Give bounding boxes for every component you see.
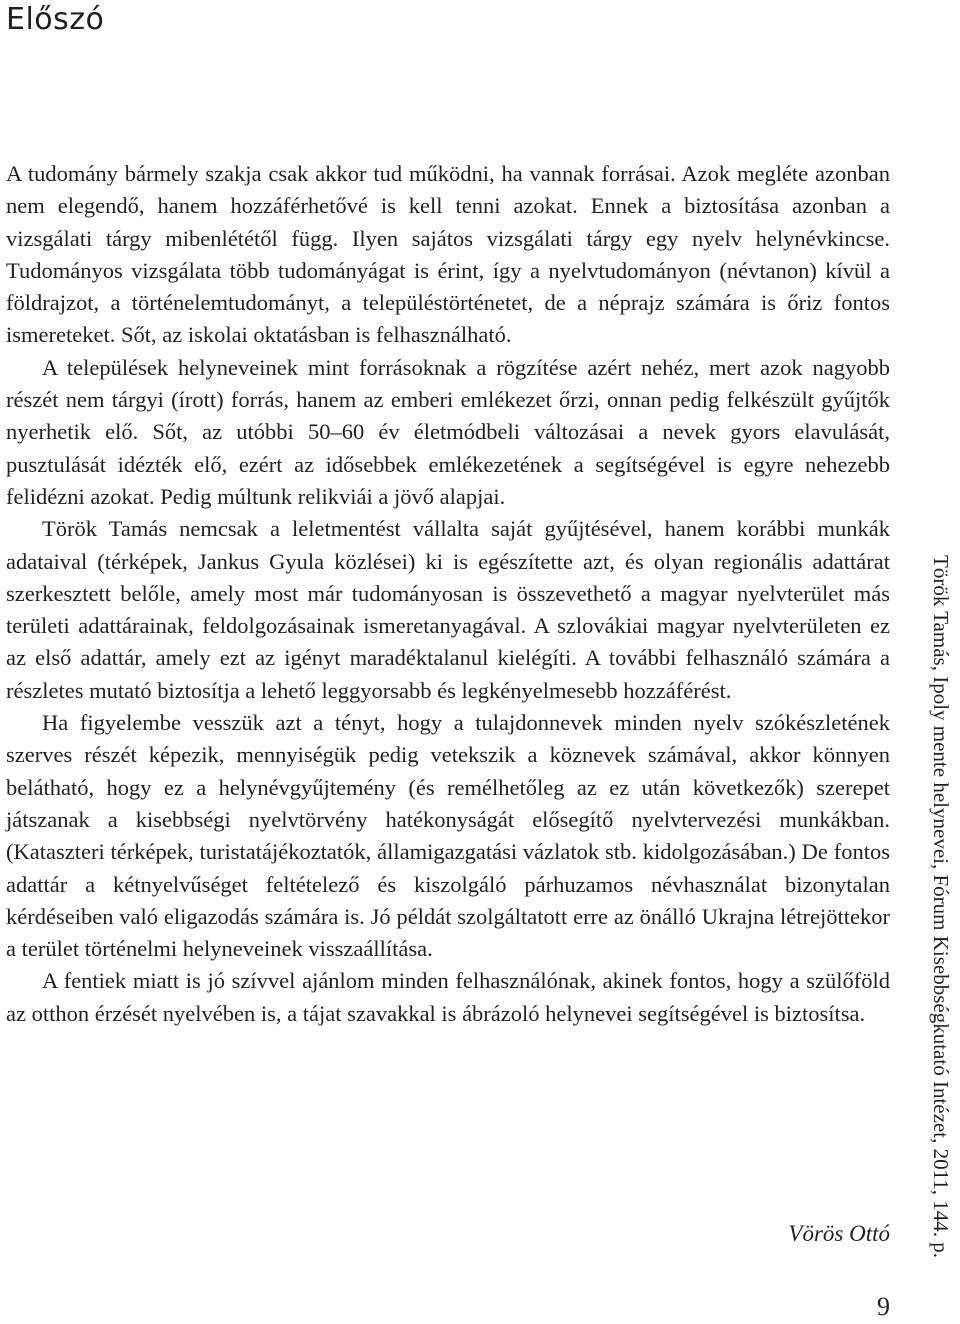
paragraph-3: Török Tamás nemcsak a leletmentést vállalta saját gyűjtésével, hanem korábbi munkák adataival (térképek, Jankus Gyula közlései) ki is egészítette azt, és olyan regionális adattárat szerkesztett belőle, amely most már tudományosan is összevethető a magyar nyelvterület más területi adattárainak, feldolgozásainak ismeretanyagával. A szlovákiai magyar nyelvterületen ez az első adattár, amely ezt az igényt maradéktalanul kielégíti. A további felhasználó számára a részletes mutató biztosítja a lehető leggyorsabb és legkényelmesebb hozzáférést. xyxy=(6,516,890,703)
author-signature: Vörös Ottó xyxy=(788,1221,890,1246)
side-citation: Török Tamás, Ipoly mente helynevei, Fórum Kisebbségkutató Intézet, 2011, 144. p. xyxy=(929,555,953,1259)
page-number: 9 xyxy=(877,1292,890,1321)
paragraph-1: A tudomány bármely szakja csak akkor tud működni, ha vannak forrásai. Azok megléte azonban nem elegendő, hanem hozzáférhetővé is kell tenni azokat. Ennek a biztosítása azonban a vizsgálati tárgy mibenlététől függ. Ilyen sajátos vizsgálati tárgy egy nyelv helynévkincse. Tudományos vizsgálata több tudományágat is érint, így a nyelvtudományon (névtanon) kívül a földrajzot, a történelemtudományt, a településtörténetet, de a néprajz számára is őriz fontos ismereteket. Sőt, az iskolai oktatásban is felhasználható. xyxy=(6,161,890,348)
body-text xyxy=(6,158,890,1030)
paragraph-4: Ha figyelembe vesszük azt a tényt, hogy a tulajdonnevek minden nyelv szókészletének szerves részét képezik, mennyiségük pedig vetekszik a köznevek számával, akkor könnyen belátható, hogy ez a helynévgyűjtemény (és remélhetőleg az ez után következők) szerepet játszanak a kisebbségi nyelvtörvény hatékonyságát elősegítő nyelvtervezési munkákban. (Kataszteri térképek, turistatájékoztatók, államigazgatási vázlatok stb. kidolgozásában.) De fontos adattár a kétnyelvűséget feltételező és kiszolgáló párhuzamos névhasználat bizonytalan kérdéseiben való eligazodás számára is. Jó példát szolgáltatott erre az önálló Ukrajna létrejöttekor a terület történelmi helyneveinek visszaállítása. xyxy=(6,710,890,962)
paragraph-2: A települések helyneveinek mint forrásoknak a rögzítése azért nehéz, mert azok nagyobb részét nem tárgyi (írott) forrás, hanem az emberi emlékezet őrzi, onnan pedig felkészült gyűjtők nyerhetik elő. Sőt, az utóbbi 50–60 év életmódbeli változásai a nevek gyors elavulását, pusztulását idézték elő, ezért az idősebbek emlékezetének a segítségével is egyre nehezebb felidézni azokat. Pedig múltunk relikviái a jövő alapjai. xyxy=(6,354,890,509)
page-title: Előszó xyxy=(6,2,105,37)
paragraph-5: A fentiek miatt is jó szívvel ajánlom minden felhasználónak, akinek fontos, hogy a szülőföld az otthon érzését nyelvében is, a tájat szavakkal is ábrázoló helynevei segítségével is biztosítsa. xyxy=(6,968,890,1026)
